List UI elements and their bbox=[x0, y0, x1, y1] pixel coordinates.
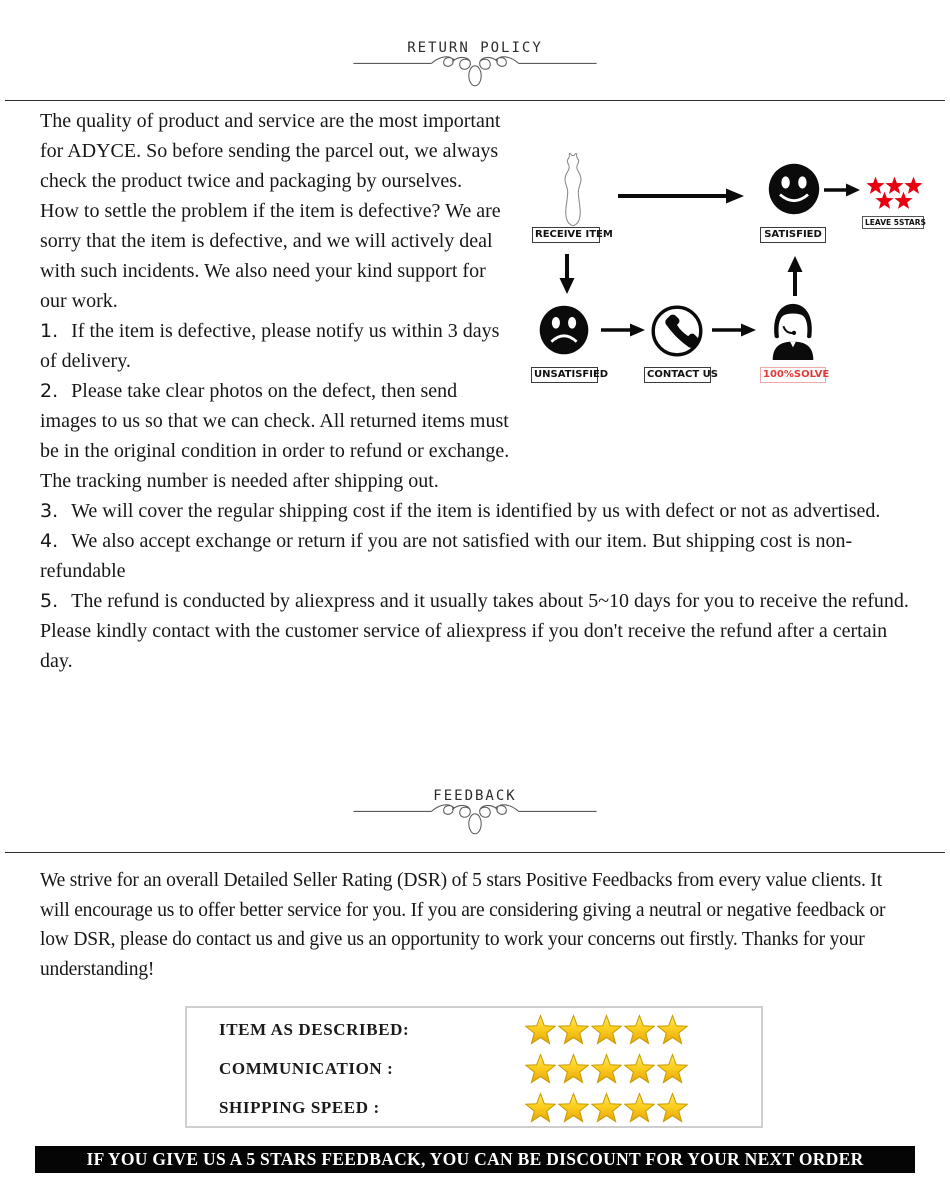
rating-row bbox=[187, 1049, 761, 1088]
policy-item-number: 3. bbox=[40, 500, 59, 522]
return-flowchart bbox=[520, 106, 926, 488]
gold-star-icon bbox=[657, 1014, 688, 1045]
flourish-ornament-icon bbox=[350, 53, 600, 91]
rating-stars bbox=[525, 1092, 688, 1123]
solve-label: 100%SOLVE bbox=[760, 367, 826, 383]
return-policy-header bbox=[0, 40, 950, 91]
gold-star-icon bbox=[558, 1092, 589, 1123]
return-policy-body bbox=[40, 106, 926, 676]
dress-icon bbox=[556, 152, 590, 228]
policy-item-number: 4. bbox=[40, 530, 59, 552]
gold-star-icon bbox=[657, 1092, 688, 1123]
unsatisfied-label: UNSATISFIED bbox=[531, 367, 598, 383]
feedback-header bbox=[0, 788, 950, 839]
gold-star-icon bbox=[624, 1092, 655, 1123]
discount-banner bbox=[35, 1146, 915, 1173]
feedback-heading: FEEDBACK bbox=[433, 788, 517, 804]
policy-item bbox=[40, 526, 912, 586]
policy-item bbox=[40, 496, 912, 526]
satisfied-label: SATISFIED bbox=[760, 227, 826, 243]
gold-star-icon bbox=[591, 1014, 622, 1045]
gold-star-icon bbox=[591, 1092, 622, 1123]
policy-paragraph: The quality of product and service are the most important for ADYCE. So before sending the parcel out, we always check the product twice and packaging by ourselves. bbox=[40, 110, 501, 192]
arrow-down-icon bbox=[559, 254, 575, 294]
return-policy-heading: RETURN POLICY bbox=[407, 40, 543, 56]
red-star-icon bbox=[894, 191, 913, 210]
arrow-right-icon bbox=[618, 187, 744, 205]
gold-star-icon bbox=[624, 1014, 655, 1045]
policy-item-number: 5. bbox=[40, 590, 59, 612]
happy-face-icon bbox=[766, 161, 822, 217]
gold-star-icon bbox=[525, 1092, 556, 1123]
policy-paragraph: How to settle the problem if the item is defective? We are sorry that the item is defective, and we will actively deal with such incidents. We also need your kind support for our work. bbox=[40, 200, 501, 312]
arrow-right-icon bbox=[824, 182, 860, 198]
policy-item-text: We also accept exchange or return if you are not satisfied with our item. But shipping cost is non-refundable bbox=[40, 530, 853, 582]
rating-row bbox=[187, 1010, 761, 1049]
receive-item-label: RECEIVE ITEM bbox=[532, 227, 600, 243]
rating-row bbox=[187, 1088, 761, 1127]
gold-star-icon bbox=[525, 1053, 556, 1084]
arrow-right-icon bbox=[712, 322, 756, 338]
gold-star-icon bbox=[558, 1014, 589, 1045]
rating-stars bbox=[525, 1053, 688, 1084]
policy-item-number: 1. bbox=[40, 320, 59, 342]
gold-star-icon bbox=[657, 1053, 688, 1084]
arrow-right-icon bbox=[601, 322, 645, 338]
flourish-ornament-icon bbox=[350, 801, 600, 839]
horizontal-divider bbox=[5, 100, 945, 101]
arrow-up-icon bbox=[787, 256, 803, 296]
gold-star-icon bbox=[525, 1014, 556, 1045]
phone-icon bbox=[649, 303, 705, 359]
gold-star-icon bbox=[591, 1053, 622, 1084]
leave-5stars-label: LEAVE 5STARS bbox=[862, 216, 924, 229]
rating-label: COMMUNICATION : bbox=[219, 1058, 394, 1078]
policy-item bbox=[40, 586, 912, 676]
contact-us-label: CONTACT US bbox=[644, 367, 711, 383]
sad-face-icon bbox=[537, 303, 591, 357]
customer-service-icon bbox=[764, 300, 822, 362]
dsr-ratings-box bbox=[185, 1006, 763, 1128]
feedback-paragraph: We strive for an overall Detailed Seller Rating (DSR) of 5 stars Positive Feedbacks from every value clients. It will encourage us to offer better service for you. If you are considering giving a neutral or negative feedback or low DSR, please do contact us and give us an opportunity to work your concerns out firstly. Thanks for your understanding! bbox=[40, 870, 886, 980]
five-red-stars bbox=[864, 176, 924, 210]
gold-star-icon bbox=[558, 1053, 589, 1084]
horizontal-divider bbox=[5, 852, 945, 853]
policy-item-number: 2. bbox=[40, 380, 59, 402]
rating-label: ITEM AS DESCRIBED: bbox=[219, 1019, 410, 1039]
discount-banner-text: IF YOU GIVE US A 5 STARS FEEDBACK, YOU CAN BE DISCOUNT FOR YOUR NEXT ORDER bbox=[86, 1149, 864, 1169]
gold-star-icon bbox=[624, 1053, 655, 1084]
policy-item-text: If the item is defective, please notify us within 3 days of delivery. bbox=[40, 320, 500, 372]
policy-item-text: The refund is conducted by aliexpress and it usually takes about 5~10 days for you to receive the refund. Please kindly contact with the customer service of aliexpress if you don't receive the refund after a certain day. bbox=[40, 590, 909, 672]
rating-stars bbox=[525, 1014, 688, 1045]
rating-label: SHIPPING SPEED : bbox=[219, 1097, 380, 1117]
policy-item-text: We will cover the regular shipping cost if the item is identified by us with defect or not as advertised. bbox=[71, 500, 881, 522]
policy-item-text: Please take clear photos on the defect, then send images to us so that we can check. All returned items must be in the original condition in order to refund or exchange. The tracking number is needed after shipping out. bbox=[40, 380, 510, 492]
red-star-icon bbox=[875, 191, 894, 210]
